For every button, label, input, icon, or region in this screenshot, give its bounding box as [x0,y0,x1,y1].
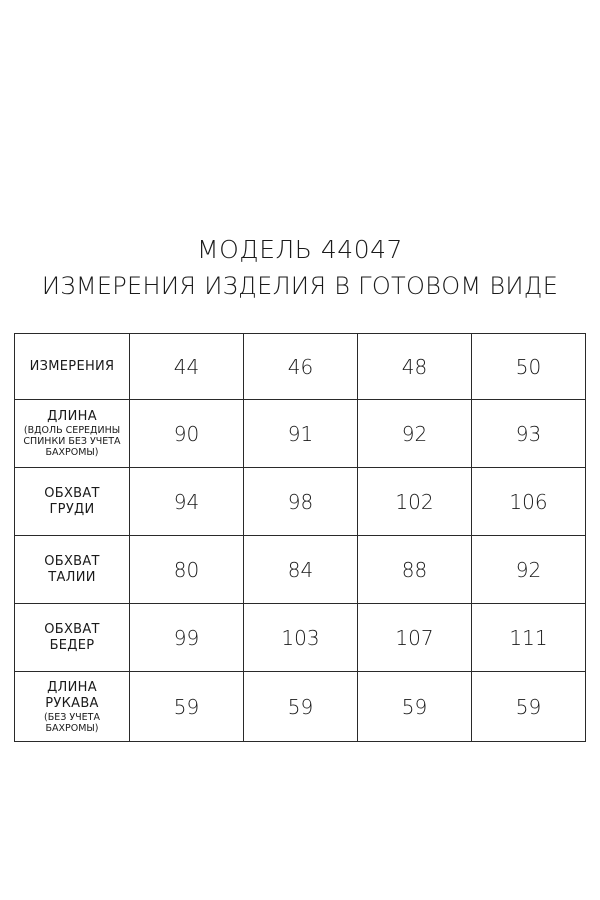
header-label-cell [15,334,130,400]
value-cell [358,400,472,468]
measurement-value: 92 [515,557,542,582]
value-cell [130,400,244,468]
row-note: БАХРОМЫ) [45,722,99,734]
value-cell [244,672,358,742]
value-cell [244,536,358,604]
row-label: ДЛИНА [47,409,97,424]
value-cell [358,536,472,604]
measurement-value: 102 [395,489,434,514]
value-cell [244,468,358,536]
size-header: 48 [401,354,428,379]
row-label: ДЛИНА [47,679,97,695]
value-cell [244,604,358,672]
value-cell [358,604,472,672]
value-cell [472,536,586,604]
measurements-subtitle: ИЗМЕРЕНИЯ ИЗДЕЛИЯ В ГОТОВОМ ВИДЕ [41,272,559,300]
size-header-cell [358,334,472,400]
row-note: (ВДОЛЬ СЕРЕДИНЫ [23,425,121,436]
measurement-value: 93 [515,421,542,446]
title-block [0,232,600,304]
header-label: ИЗМЕРЕНИЯ [29,358,115,374]
row-label-cell [15,468,130,536]
row-note: БАХРОМЫ) [45,447,99,458]
value-cell [130,672,244,742]
value-cell [472,672,586,742]
value-cell [130,536,244,604]
value-cell [472,468,586,536]
row-note: (БЕЗ УЧЕТА [44,711,100,723]
value-cell [358,468,472,536]
row-label-cell [15,536,130,604]
size-header-cell [130,334,244,400]
measurement-value: 91 [287,421,314,446]
size-header-cell [472,334,586,400]
model-title: МОДЕЛЬ 44047 [197,235,403,264]
row-label-cell [15,604,130,672]
value-cell [472,400,586,468]
measurement-value: 92 [401,421,428,446]
measurement-value: 94 [173,489,200,514]
measurement-value: 88 [401,557,428,582]
table-header-row [15,334,586,400]
value-cell [358,672,472,742]
table-row [15,672,586,742]
measurement-value: 106 [509,489,548,514]
measurement-value: 107 [395,625,434,650]
measurement-value: 111 [509,625,548,650]
row-label: ОБХВАТ [44,485,100,501]
value-cell [130,468,244,536]
row-note: СПИНКИ БЕЗ УЧЕТА [23,436,121,447]
table-row [15,536,586,604]
row-label-cell [15,400,130,468]
measurement-value: 80 [173,557,200,582]
row-label: ОБХВАТ [44,621,100,637]
measurement-value: 103 [281,625,320,650]
measurement-value: 84 [287,557,314,582]
size-header: 44 [173,354,200,379]
value-cell [130,604,244,672]
row-label: ОБХВАТ [44,553,100,569]
size-header-cell [244,334,358,400]
measurement-value: 90 [173,421,200,446]
measurement-value: 59 [287,694,314,719]
measurement-value: 99 [173,625,200,650]
measurement-value: 59 [515,694,542,719]
size-header: 46 [287,354,314,379]
size-header: 50 [515,354,542,379]
value-cell [244,400,358,468]
size-table [14,333,586,742]
row-label: ГРУДИ [49,501,95,517]
table-row [15,604,586,672]
row-label: БЕДЕР [49,637,95,653]
measurement-value: 59 [401,694,428,719]
row-label: ТАЛИИ [48,569,96,585]
measurement-value: 59 [173,694,200,719]
row-label: РУКАВА [45,695,99,711]
table-row [15,400,586,468]
row-label-cell [15,672,130,742]
table-row [15,468,586,536]
value-cell [472,604,586,672]
measurement-value: 98 [287,489,314,514]
